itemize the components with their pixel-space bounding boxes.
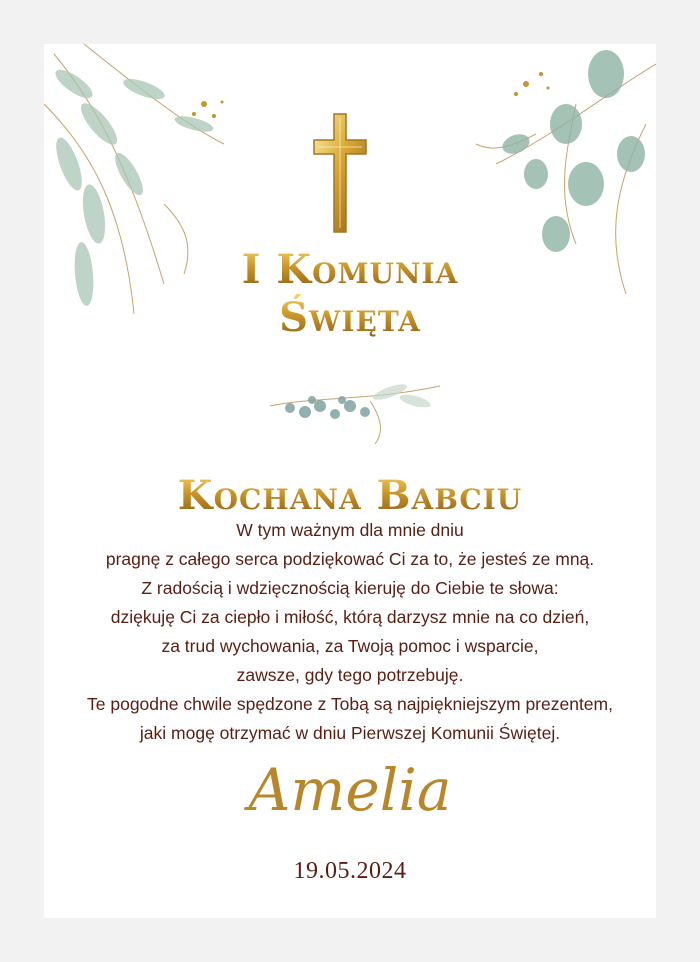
message-text [64, 516, 636, 748]
message-line: jaki mogę otrzymać w dniu Pierwszej Komunii Świętej. [139, 723, 561, 743]
message-line: pragnę z całego serca podziękować Ci za to, że jesteś ze mną. [105, 549, 595, 569]
signature: Amelia [248, 756, 452, 824]
message-line: W tym ważnym dla mnie dniu [236, 520, 464, 540]
message-line: dziękuję Ci za ciepło i miłość, którą darzysz mnie na co dzień, [110, 607, 590, 627]
date: 19.05.2024 [293, 858, 407, 884]
card-paper [44, 44, 656, 918]
message-line: Z radością i wdzięcznością kieruję do Ciebie te słowa: [141, 578, 559, 598]
title-line-1: I Komunia [44, 246, 656, 293]
leaf-sprig-icon [250, 356, 450, 446]
title-line-2: Święta [44, 294, 656, 341]
cross-icon [312, 112, 368, 234]
message-line: zawsze, gdy tego potrzebuję. [236, 665, 464, 685]
message-line: Te pogodne chwile spędzone z Tobą są najpiękniejszym prezentem, [87, 694, 613, 714]
message-line: za trud wychowania, za Twoją pomoc i wsparcie, [161, 636, 539, 656]
greeting-heading: Kochana Babciu [44, 472, 656, 519]
